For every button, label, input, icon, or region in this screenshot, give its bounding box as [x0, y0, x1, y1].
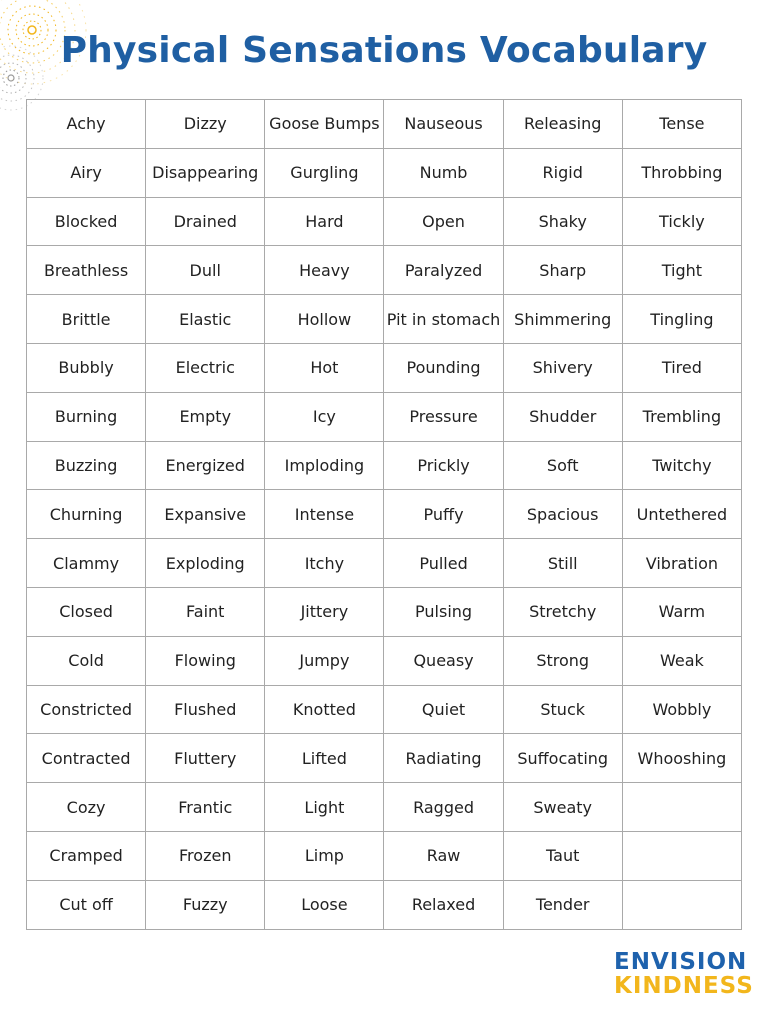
- vocab-cell: Paralyzed: [384, 246, 503, 295]
- vocab-cell: Pulled: [384, 539, 503, 588]
- vocab-cell: Shivery: [503, 343, 622, 392]
- vocab-cell: Sweaty: [503, 783, 622, 832]
- logo-line-1: ENVISION: [614, 949, 748, 975]
- vocab-cell: Taut: [503, 831, 622, 880]
- table-row: [27, 783, 742, 832]
- vocab-cell: Strong: [503, 636, 622, 685]
- vocab-cell: Nauseous: [384, 100, 503, 149]
- vocab-cell: Soft: [503, 441, 622, 490]
- vocab-cell: Tight: [622, 246, 741, 295]
- vocab-cell: Radiating: [384, 734, 503, 783]
- vocab-cell: Flushed: [146, 685, 265, 734]
- vocab-cell: Hard: [265, 197, 384, 246]
- vocab-cell: [622, 880, 741, 929]
- page-title: Physical Sensations Vocabulary: [60, 30, 708, 71]
- vocab-cell: Twitchy: [622, 441, 741, 490]
- vocabulary-table: [26, 99, 742, 930]
- vocab-cell: Throbbing: [622, 148, 741, 197]
- vocab-cell: Light: [265, 783, 384, 832]
- vocab-cell: Whooshing: [622, 734, 741, 783]
- table-row: [27, 295, 742, 344]
- vocab-cell: Airy: [27, 148, 146, 197]
- vocab-cell: Warm: [622, 587, 741, 636]
- vocab-cell: Numb: [384, 148, 503, 197]
- vocab-cell: Cramped: [27, 831, 146, 880]
- vocab-cell: Exploding: [146, 539, 265, 588]
- vocab-cell: Tender: [503, 880, 622, 929]
- vocab-cell: Still: [503, 539, 622, 588]
- vocab-cell: Icy: [265, 392, 384, 441]
- vocab-cell: Jumpy: [265, 636, 384, 685]
- vocab-cell: Pulsing: [384, 587, 503, 636]
- table-row: [27, 636, 742, 685]
- vocab-cell: Stretchy: [503, 587, 622, 636]
- vocab-cell: Raw: [384, 831, 503, 880]
- vocab-cell: Puffy: [384, 490, 503, 539]
- vocab-cell: Cold: [27, 636, 146, 685]
- vocab-cell: Constricted: [27, 685, 146, 734]
- vocab-cell: Burning: [27, 392, 146, 441]
- vocab-cell: Vibration: [622, 539, 741, 588]
- vocab-cell: Tickly: [622, 197, 741, 246]
- vocab-cell: Queasy: [384, 636, 503, 685]
- vocab-cell: Intense: [265, 490, 384, 539]
- vocab-cell: Blocked: [27, 197, 146, 246]
- vocab-cell: Tense: [622, 100, 741, 149]
- vocab-cell: Sharp: [503, 246, 622, 295]
- vocab-cell: Weak: [622, 636, 741, 685]
- table-row: [27, 246, 742, 295]
- vocab-cell: Brittle: [27, 295, 146, 344]
- vocab-cell: Suffocating: [503, 734, 622, 783]
- vocab-cell: Buzzing: [27, 441, 146, 490]
- vocab-cell: Empty: [146, 392, 265, 441]
- vocab-cell: Open: [384, 197, 503, 246]
- vocab-cell: Frozen: [146, 831, 265, 880]
- table-row: [27, 880, 742, 929]
- vocab-cell: Wobbly: [622, 685, 741, 734]
- vocab-cell: Drained: [146, 197, 265, 246]
- vocab-cell: Frantic: [146, 783, 265, 832]
- vocab-cell: Untethered: [622, 490, 741, 539]
- table-row: [27, 831, 742, 880]
- vocab-cell: Expansive: [146, 490, 265, 539]
- vocab-cell: Limp: [265, 831, 384, 880]
- vocab-cell: Dull: [146, 246, 265, 295]
- vocab-cell: Pressure: [384, 392, 503, 441]
- vocab-cell: Churning: [27, 490, 146, 539]
- vocab-cell: Contracted: [27, 734, 146, 783]
- vocab-cell: Jittery: [265, 587, 384, 636]
- vocab-cell: Electric: [146, 343, 265, 392]
- vocab-cell: Knotted: [265, 685, 384, 734]
- vocab-cell: Loose: [265, 880, 384, 929]
- table-row: [27, 148, 742, 197]
- vocab-cell: Flowing: [146, 636, 265, 685]
- table-row: [27, 685, 742, 734]
- vocab-cell: Cut off: [27, 880, 146, 929]
- vocab-cell: Prickly: [384, 441, 503, 490]
- logo-line-2: KINDNESS: [614, 973, 754, 999]
- vocab-cell: Clammy: [27, 539, 146, 588]
- vocab-cell: Spacious: [503, 490, 622, 539]
- vocab-cell: Goose Bumps: [265, 100, 384, 149]
- table-row: [27, 100, 742, 149]
- vocab-cell: Rigid: [503, 148, 622, 197]
- vocab-cell: Pit in stomach: [384, 295, 503, 344]
- vocab-cell: Releasing: [503, 100, 622, 149]
- vocab-cell: Pounding: [384, 343, 503, 392]
- vocab-cell: Cozy: [27, 783, 146, 832]
- vocab-cell: Fluttery: [146, 734, 265, 783]
- vocab-cell: Shaky: [503, 197, 622, 246]
- table-row: [27, 392, 742, 441]
- vocab-cell: [622, 831, 741, 880]
- vocab-cell: Faint: [146, 587, 265, 636]
- table-row: [27, 734, 742, 783]
- table-row: [27, 343, 742, 392]
- vocab-cell: Quiet: [384, 685, 503, 734]
- vocab-cell: [622, 783, 741, 832]
- vocab-cell: Lifted: [265, 734, 384, 783]
- vocab-cell: Achy: [27, 100, 146, 149]
- vocab-cell: Dizzy: [146, 100, 265, 149]
- vocab-cell: Fuzzy: [146, 880, 265, 929]
- vocab-cell: Disappearing: [146, 148, 265, 197]
- vocab-cell: Tingling: [622, 295, 741, 344]
- vocab-cell: Itchy: [265, 539, 384, 588]
- vocab-cell: Ragged: [384, 783, 503, 832]
- table-row: [27, 539, 742, 588]
- vocab-cell: Shudder: [503, 392, 622, 441]
- vocab-cell: Relaxed: [384, 880, 503, 929]
- vocab-cell: Heavy: [265, 246, 384, 295]
- vocab-cell: Trembling: [622, 392, 741, 441]
- vocab-cell: Closed: [27, 587, 146, 636]
- vocab-cell: Stuck: [503, 685, 622, 734]
- table-row: [27, 490, 742, 539]
- vocab-cell: Gurgling: [265, 148, 384, 197]
- table-row: [27, 587, 742, 636]
- vocab-cell: Bubbly: [27, 343, 146, 392]
- vocab-cell: Hollow: [265, 295, 384, 344]
- vocab-cell: Energized: [146, 441, 265, 490]
- envision-kindness-logo: [614, 949, 754, 999]
- table-row: [27, 197, 742, 246]
- vocab-cell: Tired: [622, 343, 741, 392]
- vocab-cell: Hot: [265, 343, 384, 392]
- vocab-cell: Imploding: [265, 441, 384, 490]
- vocab-cell: Breathless: [27, 246, 146, 295]
- vocab-cell: Elastic: [146, 295, 265, 344]
- table-row: [27, 441, 742, 490]
- vocab-cell: Shimmering: [503, 295, 622, 344]
